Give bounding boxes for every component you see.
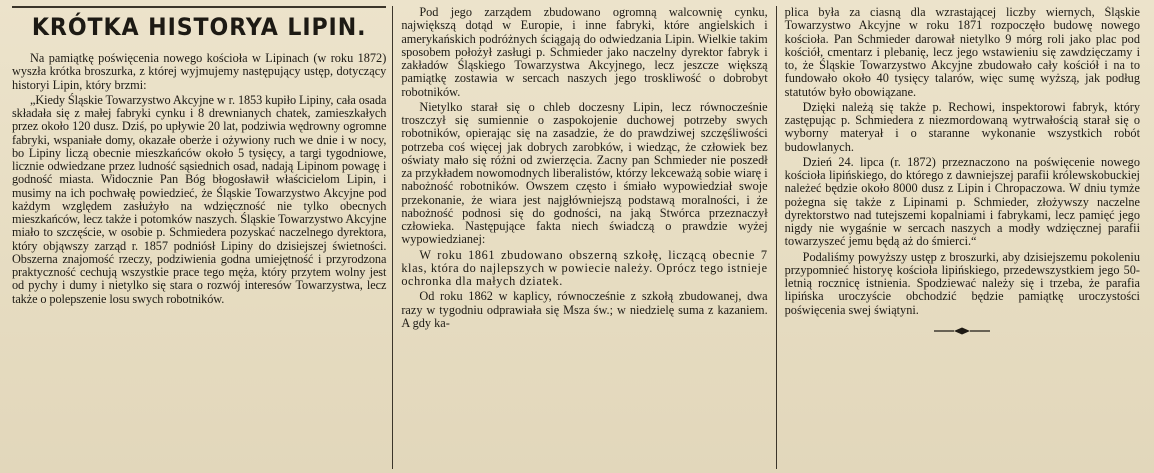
column-1 xyxy=(10,6,392,469)
paragraph: W roku 1861 zbudowano obszerną szkołę, liczącą obecnie 7 klas, która do najlepszych w powiecie należy. Oprócz tego istnieje ochronka dla małych dziatek. xyxy=(401,247,768,288)
paragraph: Na pamiątkę poświęcenia nowego kościoła w Lipinach (w roku 1872) wyszła krótka broszurka, z której wyjmujemy następujący ustęp, dotyczący historyi Lipin, który brzmi: xyxy=(12,51,387,92)
paragraph: Dzień 24. lipca (r. 1872) przeznaczono na poświęcenie nowego kościoła lipińskiego, do którego z dawniejszej parafii królewskobuckiej należeć będzie około 8000 dusz z Lipin i Chropaczowa. W dniu tymże pożegna się także z Lipinami p. Schmieder, złożywszy naczelne dyrektorstwo nad tutejszemi kopalniami i fabrykami, lecz pamięć jego nigdy nie wygaśnie w sercach naszych a modły wdzięcznej parafii towarzyszeć jemu będą aż do śmierci.“ xyxy=(784,154,1140,249)
paragraph: Od roku 1862 w kaplicy, równocześnie z szkołą zbudowanej, dwa razy w tygodniu odprawiała się Msza św.; w niedzielę suma z kazaniem. A gdy ka- xyxy=(401,289,768,330)
column-2 xyxy=(393,6,775,469)
paragraph: Dzięki należą się także p. Rechowi, inspektorowi fabryk, który zastępując p. Schmiedera z niezmordowaną wytrwałością starał się o wyborny materyał i o staranne wykonanie wszystkich robót budowlanych. xyxy=(784,99,1140,154)
paragraph: „Kiedy Śląskie Towarzystwo Akcyjne w r. 1853 kupiło Lipiny, cała osada składała się z małej fabryki cynku i 8 drewnianych chatek, zamieszkałych przez około 120 dusz. Dziś, po upływie 20 lat, podziwia wędrowny ogromne fabryki, wspaniałe domy, okazałe oberże i ożywiony ruch we dnie i w nocy, bo Lipiny liczą obecnie mieszkańców około 5 tysięcy, a targi tygodniowe, licznie odwiedzane przez ludność sąsiednich osad, nadają Lipinom powagę i godność miasta. Widocznie Pan Bóg błogosławił właścicielom Lipin, i musimy na ich pochwałę powiedzieć, że Śląskie Towarzystwo Akcyjne pod każdym względem zasłużyło na wdzięczność nie tylko obecnych mieszkańców, lecz także i potomków naszych. Śląskie Towarzystwo Akcyjne miało to szczęście, w osobie p. Schmiedera pozyskać naczelnego dyrektora, który objąwszy zarząd r. 1857 podniósł Lipiny do dzisiejszej świetności. Obszerna znajomość rzeczy, podziwienia godna umiejętność i przyrodzona praktyczność cechują wszystkie prace tego męża, który przytem wolny jest od pychy i dumy i nietylko się stara o rozwój interesów Towarzystwa, lecz także o polepszenie losu swych robotników. xyxy=(12,92,387,306)
article-title: KRÓTKA HISTORYA LIPIN. xyxy=(31,13,367,41)
paragraph: plica była za ciasną dla wzrastającej liczby wiernych, Śląskie Towarzystwo Akcyjne w roku 1871 rozpoczęło budowę nowego kościoła. Pan Schmieder darował nietylko 9 mórg roli jako plac pod kościół, cmentarz i plebanię, lecz jego wstawieniu się zawdzięczamy i to, że Śląskie Towarzystwo Akcyjne zbudowało cały kościół i na to fundowało około 40 tysięcy talarów, więc sumę wyższą, jak podług statutów było obowiązane. xyxy=(784,6,1140,99)
top-rule xyxy=(12,6,386,8)
paragraph: Pod jego zarządem zbudowano ogromną walcownię cynku, największą dotąd w Europie, i inne fabryki, które angielskich i amerykańskich podróżnych ściągają do odwiedzania Lipin. Wielkie takim sposobem położył zasługi p. Schmieder jako naczelny dyrektor fabryk i zakładów Śląskiego Towarzystwa Akcyjnego, lecz jeszcze większą pamiątkę zostawia w sercach naszych jego troskliwość o dobrobyt robotników. xyxy=(401,6,768,99)
fleuron-icon xyxy=(785,325,1140,338)
column-3 xyxy=(777,6,1144,469)
paragraph: Podaliśmy powyższy ustęp z broszurki, aby dzisiejszemu pokoleniu przypomnieć historyę kościoła lipińskiego, przedewszystkiem jego 50-letnią rocznicę istnienia. Spodziewać należy się i trzeba, że parafia lipińska uroczyście obchodzić będzie pamiątkę uroczystości poświęcenia swej świątyni. xyxy=(784,249,1140,317)
paragraph: Nietylko starał się o chleb doczesny Lipin, lecz równocześnie troszczył się sumiennie o zaspokojenie duchowej potrzeby swych robotników, opierając się na zasadzie, że do prawdziwej szczęśliwości potrzeba coś więcej jak dobrych zarobków, i wiedząc, że człowiek bez oświaty mało się różni od zwierzęcia. Zacny pan Schmieder nie poszedł za przykładem nowomodnych liberalistów, którzy lekceważą sobie wiarę i nabożność robotników. Owszem często i śmiało wypowiedział swoje przekonanie, że wiara jest najgłówniejszą podstawą moralności, i że nabożność podnosi się do godności, na jaką Stwórca przeznaczył człowieka. Następujące fakta niech świadczą o prawdzie wyżej wypowiedzianej: xyxy=(401,99,768,247)
